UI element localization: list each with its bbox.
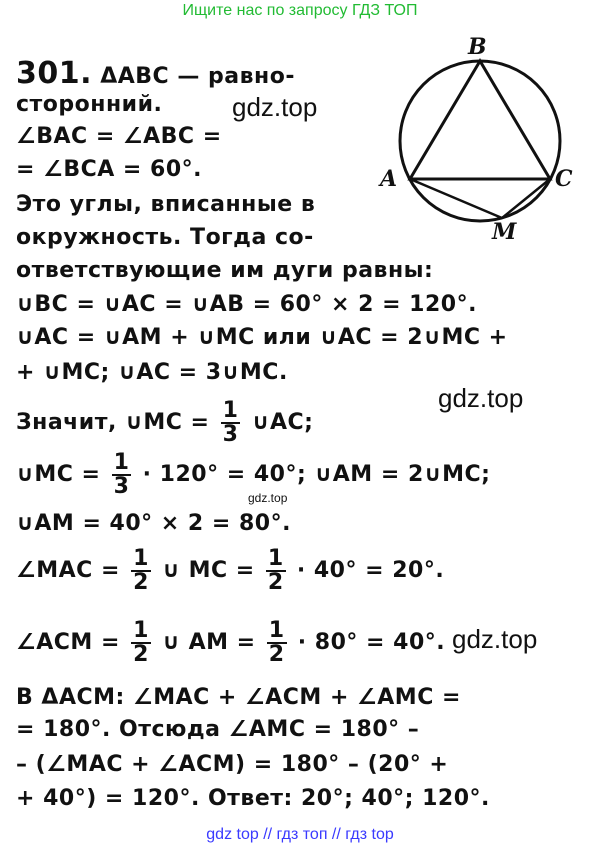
fraction-numerator: 1 xyxy=(113,450,130,475)
label-a: A xyxy=(380,166,398,192)
line-9: ∪AC = ∪AM + ∪MC или ∪AC = 2∪MC + xyxy=(16,325,508,350)
top-banner: Ищите нас по запросу ГДЗ ТОП xyxy=(182,2,418,19)
line-14-b: ∪ MC = xyxy=(162,558,255,583)
fraction-one-half xyxy=(267,620,287,666)
fraction-one-half xyxy=(131,620,151,666)
watermark: gdz.top xyxy=(232,92,318,122)
circle-diagram xyxy=(370,34,590,244)
fraction-denominator: 2 xyxy=(268,642,285,667)
line-17: = 180°. Отсюда ∠AMC = 180° – xyxy=(16,717,420,742)
chord-cm xyxy=(502,179,550,218)
line-11-b: ∪AC; xyxy=(251,410,314,435)
fraction-denominator: 2 xyxy=(133,642,149,667)
fraction-denominator: 3 xyxy=(222,422,239,447)
watermark: gdz.top xyxy=(438,383,524,413)
fraction-numerator: 1 xyxy=(133,618,149,643)
line-5: Это углы, вписанные в xyxy=(16,192,316,217)
fraction-numerator: 1 xyxy=(133,546,149,571)
fraction-one-third xyxy=(112,452,132,498)
line-15-a: ∠ACM = xyxy=(16,630,120,655)
fraction-denominator: 2 xyxy=(133,570,149,595)
fraction-numerator: 1 xyxy=(222,398,239,423)
line-2: сторонний. xyxy=(16,92,163,117)
line-14-c: · 40° = 20°. xyxy=(296,558,445,583)
fraction-denominator: 3 xyxy=(113,474,130,499)
label-c: C xyxy=(555,166,573,192)
line-3: ∠BAC = ∠ABC = xyxy=(16,124,222,149)
bottom-banner: gdz top // гдз топ // гдз top xyxy=(206,826,394,843)
fraction-denominator: 2 xyxy=(267,570,284,595)
fraction-one-third xyxy=(221,400,241,446)
line-15 xyxy=(16,620,445,666)
problem-number: 301. xyxy=(16,56,93,91)
line-12-b: · 120° = 40°; ∪AM = 2∪MC; xyxy=(142,462,491,487)
watermark: gdz.top xyxy=(452,624,538,654)
line-8: ∪BC = ∪AC = ∪AB = 60° × 2 = 120°. xyxy=(16,292,477,317)
line-1-text: ΔABC — равно- xyxy=(100,64,295,89)
line-15-b: ∪ AM = xyxy=(162,630,256,655)
label-m: M xyxy=(492,219,517,244)
fraction-one-half xyxy=(266,548,286,594)
line-11 xyxy=(16,400,313,446)
line-16: В ΔACM: ∠MAC + ∠ACM + ∠AMC = xyxy=(16,685,461,710)
label-b: B xyxy=(468,34,487,60)
line-12-a: ∪MC = xyxy=(16,462,101,487)
line-19: + 40°) = 120°. Ответ: 20°; 40°; 120°. xyxy=(16,786,490,811)
line-14-a: ∠MAC = xyxy=(16,558,120,583)
line-1 xyxy=(16,56,295,91)
watermark: gdz.top xyxy=(248,491,288,505)
circumcircle xyxy=(400,61,560,221)
line-18: – (∠MAC + ∠ACM) = 180° – (20° + xyxy=(16,752,449,777)
line-6: окружность. Тогда со- xyxy=(16,225,314,250)
fraction-numerator: 1 xyxy=(267,546,284,571)
line-4: = ∠BCA = 60°. xyxy=(16,157,202,182)
line-7: ответствующие им дуги равны: xyxy=(16,258,434,283)
line-10: + ∪MC; ∪AC = 3∪MC. xyxy=(16,360,288,385)
line-11-a: Значит, ∪MC = xyxy=(16,410,210,435)
line-13: ∪AM = 40° × 2 = 80°. xyxy=(16,511,291,536)
fraction-numerator: 1 xyxy=(268,618,285,643)
fraction-one-half xyxy=(131,548,151,594)
line-15-c: · 80° = 40°. xyxy=(297,630,446,655)
line-14 xyxy=(16,548,444,594)
